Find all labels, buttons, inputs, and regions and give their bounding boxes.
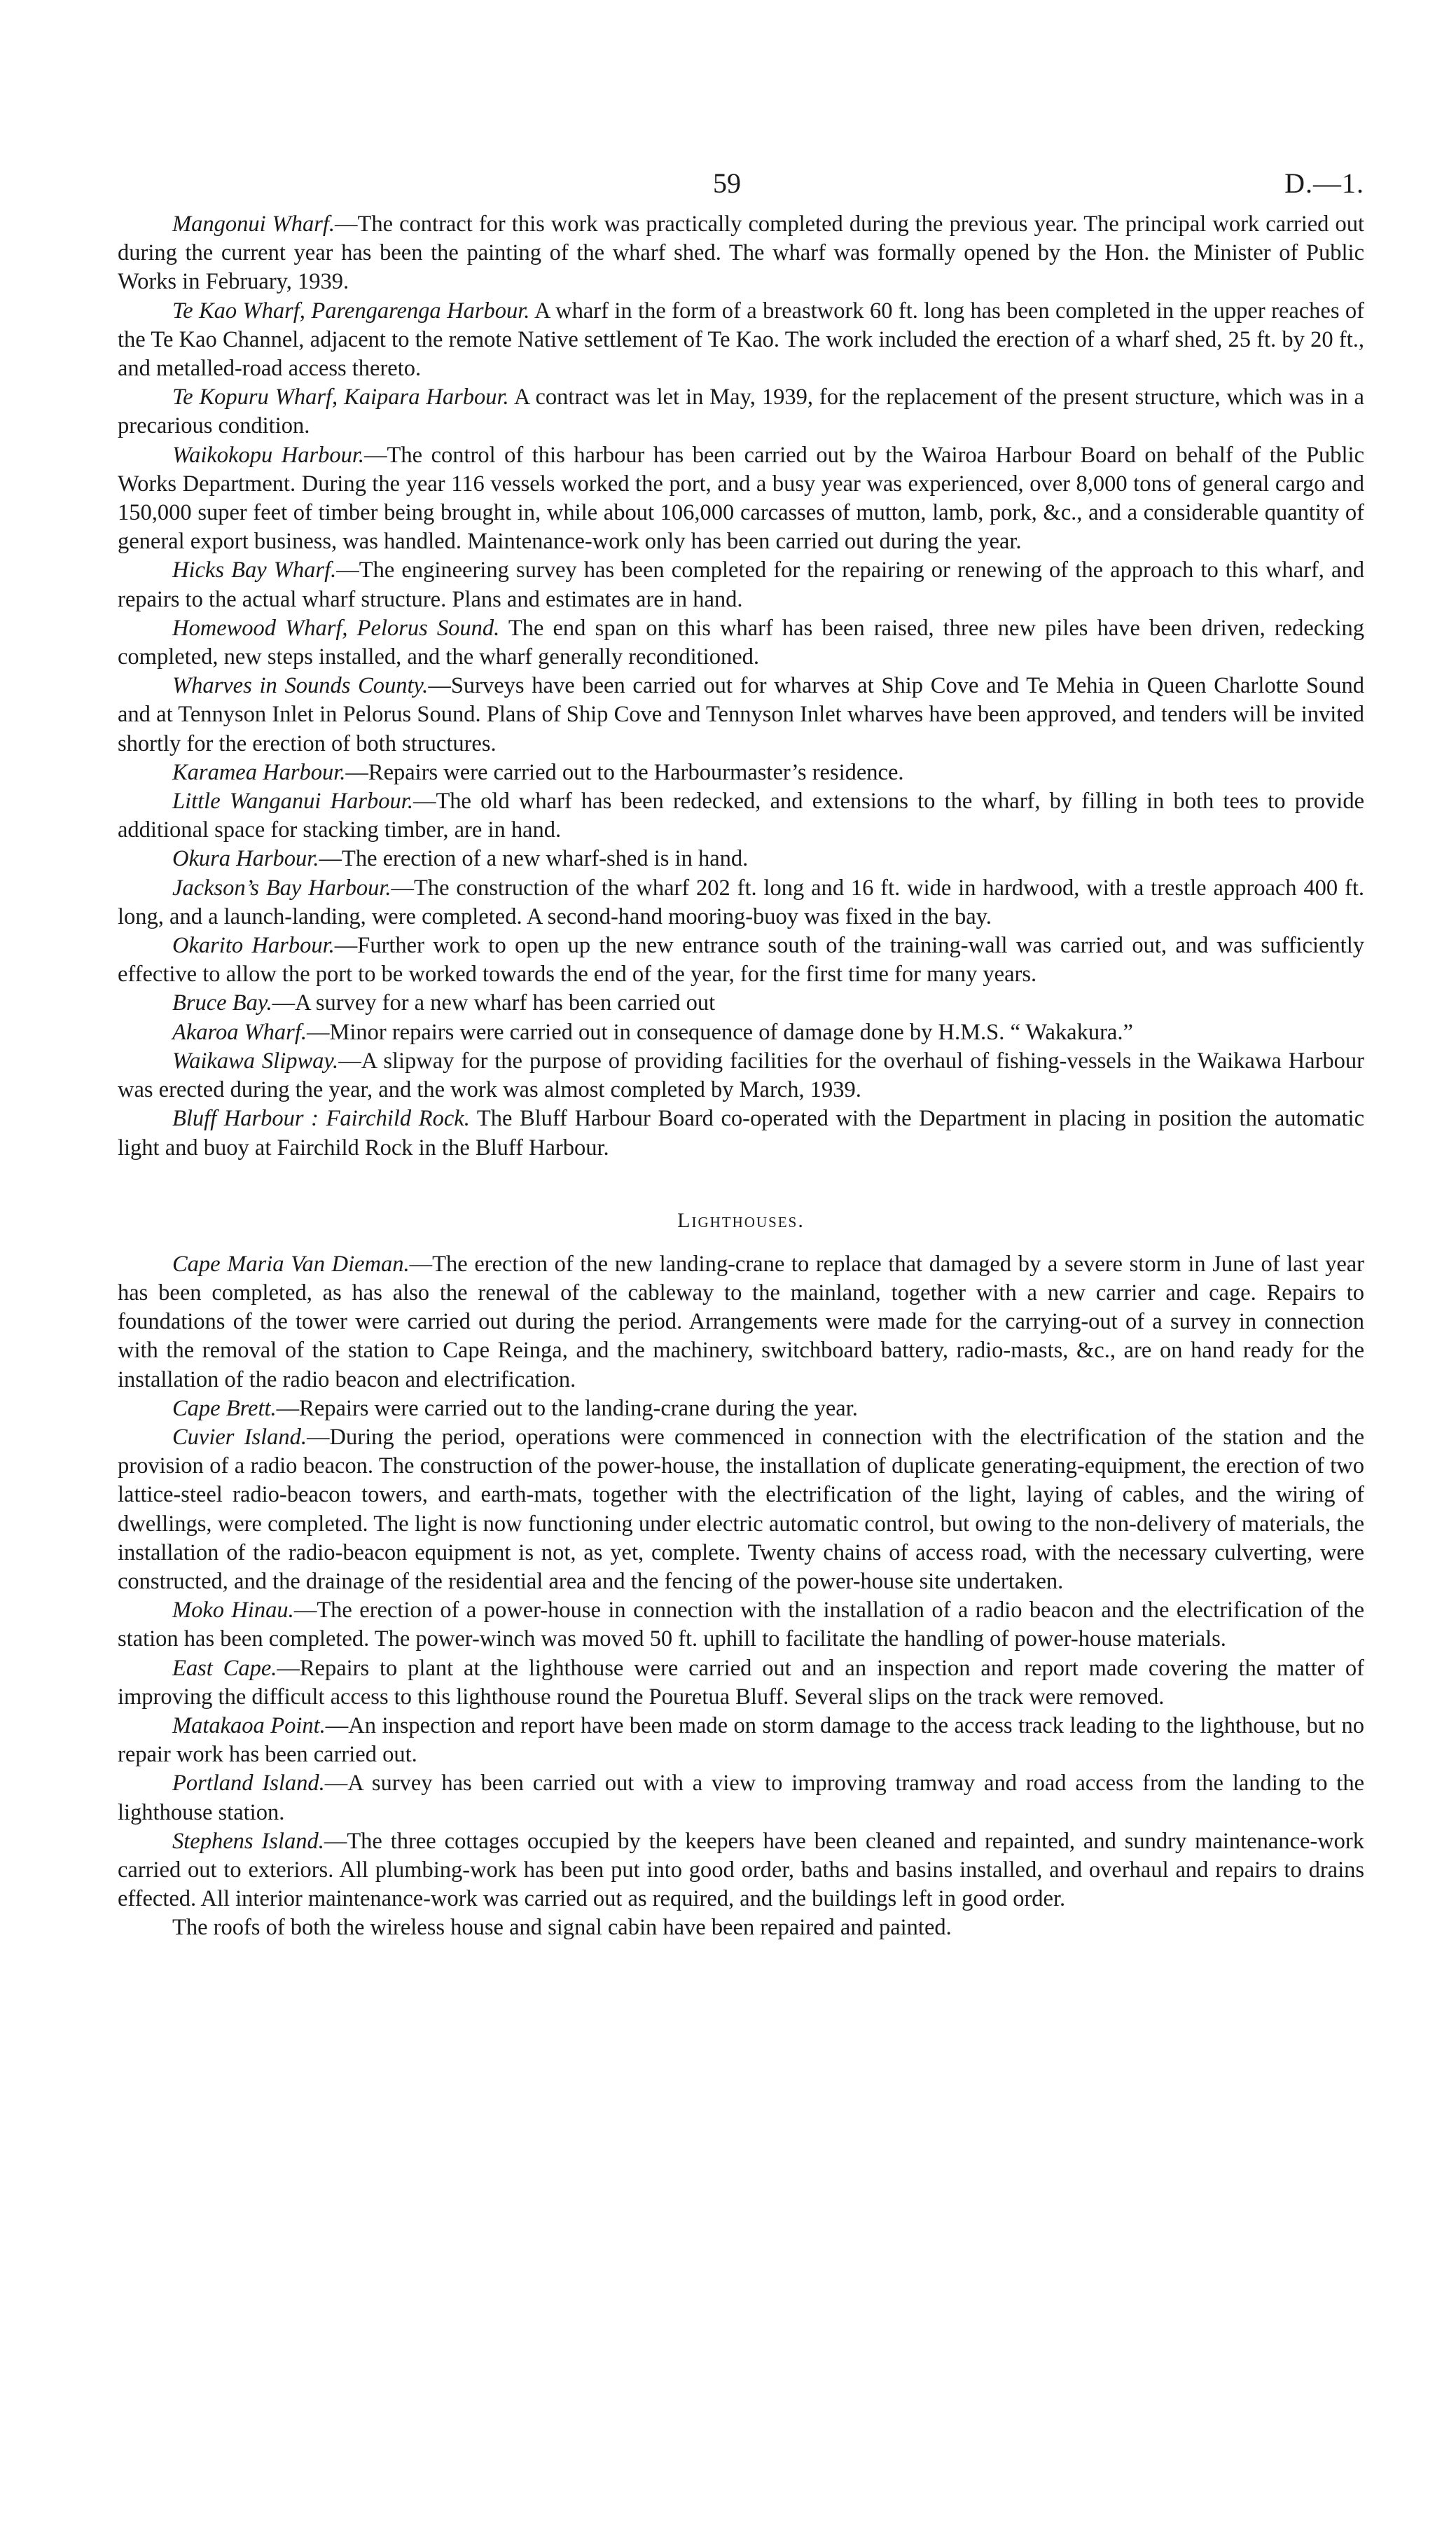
wharves-section: [118, 210, 1364, 1163]
paragraph-title: Akaroa Wharf.: [172, 1019, 307, 1045]
paragraph-okarito-harbour: Okarito Harbour.—Further work to open up the new entrance south of the training-wall was carried out, and was sufficiently effective to allow the port to be worked towards the end of the year, for the first time for many years.: [118, 933, 1364, 988]
paragraph-title: Waikawa Slipway.: [172, 1048, 339, 1074]
paragraph-text: Further work to open up the new entrance south of the training-wall was carried out, and was sufficiently effective to allow the port to be worked towards the end of the year, for the first time for many years.: [118, 933, 1364, 988]
paragraph-title: Te Kao Wharf, Parengarenga Harbour.: [172, 298, 530, 324]
lighthouses-section: [118, 1206, 1364, 1943]
paragraph-title: Bruce Bay.: [172, 990, 272, 1016]
paragraph-cape-maria-van-dieman: Cape Maria Van Dieman.—The erection of the new landing-crane to replace that damaged by a severe storm in June of last year has been completed, as has also the renewal of the cableway to the mainland, together with a new carrier and cage. Repairs to foundations of the tower were carried out during the period. Arrangements were made for the carrying-out of a survey in connection with the removal of the station to Cape Reinga, and the machinery, switchboard battery, radio-masts, &c., are on hand ready for the installation of the radio beacon and electrification.: [118, 1251, 1364, 1392]
paragraph-cuvier-island: Cuvier Island.—During the period, operations were commenced in connection with the electrification of the station and the provision of a radio beacon. The construction of the power-house, the installation of duplicate generating-equipment, the erection of two lattice-steel radio-beacon towers, and earth-mats, together with the electrification of the light, laying of cables, and the wiring of dwellings, were completed. The light is now functioning under electric automatic control, but owing to the non-delivery of materials, the installation of the radio-beacon equipment is not, as yet, complete. Twenty chains of access road, with the necessary culverting, were constructed, and the drainage of the residential area and the fencing of the power-house site undertaken.: [118, 1424, 1364, 1594]
paragraph-portland-island: Portland Island.—A survey has been carried out with a view to improving tramway and road access from the landing to the lighthouse station.: [118, 1771, 1365, 1825]
paragraph-text: The three cottages occupied by the keepers have been cleaned and repainted, and sundry maintenance-work carried out to exteriors. All plumbing-work has been put into good order, baths and basins installed, and overhaul and repairs to drains effected. All interior maintenance-work was carried out as required, and the buildings left in good order.: [118, 1828, 1364, 1912]
paragraph-title: Little Wanganui Harbour.: [172, 789, 413, 815]
paragraph-title: Okura Harbour.: [172, 846, 319, 872]
paragraph-stephens-island: Stephens Island.—The three cottages occupied by the keepers have been cleaned and repainted, and sundry maintenance-work carried out to exteriors. All plumbing-work has been put into good order, baths and basins installed, and overhaul and repairs to drains effected. All interior maintenance-work was carried out as required, and the buildings left in good order.: [118, 1828, 1364, 1912]
paragraph-text: An inspection and report have been made on storm damage to the access track leading to the lighthouse, but no repair work has been carried out.: [118, 1712, 1364, 1768]
paragraph-te-kao-wharf: [118, 297, 1364, 384]
paragraph-text: The Bluff Harbour Board co-operated with the Department in placing in position the automatic light and buoy at Fairchild Rock in the Bluff Harbour.: [118, 1106, 1364, 1161]
paragraph-waikawa-slipway: Waikawa Slipway.—A slipway for the purpose of providing facilities for the overhaul of fishing-vessels in the Waikawa Harbour was erected during the year, and the work was almost completed by March, 1939.: [118, 1048, 1364, 1103]
paragraph-text: The erection of a power-house in connection with the installation of a radio beacon and the electrification of the station has been completed. The power-winch was moved 50 ft. uphill to facilitate the handling of power-house materials.: [118, 1598, 1364, 1652]
paragraph-title: Cape Brett.: [172, 1395, 277, 1421]
document-page: [118, 0, 1364, 1943]
section-heading-lighthouses: Lighthouses.: [677, 1208, 805, 1232]
paragraph-title: Jackson’s Bay Harbour.: [172, 875, 391, 901]
paragraph-text: The engineering survey has been completed for the repairing or renewing of the approach to this wharf, and repairs to the actual wharf structure. Plans and estimates are in hand.: [118, 558, 1364, 612]
paragraph-mangonui-wharf: Mangonui Wharf.—The contract for this work was practically completed during the previous year. The principal work carried out during the current year has been the painting of the wharf shed. The wharf was formally opened by the Hon. the Minister of Public Works in February, 1939.: [118, 212, 1365, 295]
paragraph-title: Waikokopu Harbour.: [172, 442, 365, 468]
paragraph-text: Minor repairs were carried out in consequence of damage done by H.M.S. “ Wakakura.”: [329, 1019, 1133, 1045]
paragraph-text: The construction of the wharf 202 ft. long and 16 ft. wide in hardwood, with a trestle approach 400 ft. long, and a launch-landing, were completed. A second-hand mooring-buoy was fixed in the bay.: [118, 875, 1364, 929]
paragraph-jacksons-bay-harbour: Jackson’s Bay Harbour.—The construction of the wharf 202 ft. long and 16 ft. wide in hardwood, with a trestle approach 400 ft. long, and a launch-landing, were completed. A second-hand mooring-buoy was fixed in the bay.: [118, 875, 1364, 929]
paragraph-homewood-wharf: [118, 614, 1364, 672]
page-number: 59: [713, 167, 741, 199]
paragraph-bluff-harbour: [118, 1105, 1364, 1162]
paragraph-little-wanganui-harbour: Little Wanganui Harbour.—The old wharf has been redecked, and extensions to the wharf, by filling in both tees to provide additional space for stacking timber, are in hand.: [118, 789, 1364, 843]
paragraph-text: Repairs were carried out to the Harbourmaster’s residence.: [368, 759, 904, 785]
paragraph-title: Matakaoa Point.: [172, 1712, 326, 1738]
paragraph-title: Cape Maria Van Dieman.: [172, 1251, 410, 1277]
page-header: [118, 0, 1364, 210]
paragraph-title: Bluff Harbour : Fairchild Rock.: [172, 1106, 470, 1132]
paragraph-text: A wharf in the form of a breastwork 60 ft. long has been completed in the upper reaches of the Te Kao Channel, adjacent to the remote Native settlement of Te Kao. The work included the erection of a wharf shed, 25 ft. by 20 ft., and metalled-road access thereto.: [118, 298, 1364, 382]
paragraph-sounds-county-wharves: Wharves in Sounds County.—Surveys have been carried out for wharves at Ship Cove and Te Mehia in Queen Charlotte Sound and at Tennyson Inlet in Pelorus Sound. Plans of Ship Cove and Tennyson Inlet wharves have been approved, and tenders will be invited shortly for the erection of both structures.: [118, 673, 1364, 756]
paragraph-east-cape: East Cape.—Repairs to plant at the lighthouse were carried out and an inspection and report made covering the matter of improving the difficult access to this lighthouse round the Pouretua Bluff. Several slips on the track were removed.: [118, 1655, 1364, 1710]
section-gap: [118, 1163, 1364, 1206]
paragraph-title: Cuvier Island.: [172, 1424, 307, 1450]
paragraph-text: The erection of the new landing-crane to replace that damaged by a severe storm in June of last year has been completed, as has also the renewal of the cableway to the mainland, together with a new carrier and cage. Repairs to foundations of the tower were carried out during the period. Arrangements were made for the carrying-out of a survey in connection with the removal of the station to Cape Reinga, and the machinery, switchboard battery, radio-masts, &c., are on hand ready for the installation of the radio beacon and electrification.: [118, 1251, 1364, 1392]
paragraph-title: Mangonui Wharf.: [172, 212, 335, 237]
paragraph-okura-harbour: Okura Harbour.—The erection of a new wharf-shed is in hand.: [172, 846, 749, 872]
paragraph-title: Hicks Bay Wharf.: [172, 558, 337, 583]
paragraph-text: Repairs were carried out to the landing-crane during the year.: [299, 1395, 858, 1421]
report-reference: D.—1.: [1284, 167, 1364, 199]
paragraph-text: Surveys have been carried out for wharves at Ship Cove and Te Mehia in Queen Charlotte Sound and at Tennyson Inlet in Pelorus Sound. Plans of Ship Cove and Tennyson Inlet wharves have been approved, and tenders will be invited shortly for the erection of both structures.: [118, 673, 1364, 756]
paragraph-text: A survey for a new wharf has been carried out: [295, 990, 716, 1016]
paragraph-text: The old wharf has been redecked, and extensions to the wharf, by filling in both tees to provide additional space for stacking timber, are in hand.: [118, 789, 1364, 843]
paragraph-bruce-bay: Bruce Bay.—A survey for a new wharf has been carried out: [172, 990, 716, 1016]
paragraph-karamea-harbour: Karamea Harbour.—Repairs were carried out to the Harbourmaster’s residence.: [172, 759, 904, 785]
paragraph-text: The erection of a new wharf-shed is in hand.: [341, 846, 749, 872]
paragraph-closing: The roofs of both the wireless house and signal cabin have been repaired and painted.: [172, 1915, 952, 1941]
paragraph-te-kopuru-wharf: [118, 383, 1364, 441]
paragraph-waikokopu-harbour: Waikokopu Harbour.—The control of this harbour has been carried out by the Wairoa Harbour Board on behalf of the Public Works Department. During the year 116 vessels worked the port, and a busy year was experienced, over 8,000 tons of general cargo and 150,000 super feet of timber being brought in, while about 106,000 carcasses of mutton, lamb, pork, &c., and a considerable quantity of general export business, was handled. Maintenance-work only has been carried out during the year.: [118, 442, 1365, 555]
paragraph-text: A survey has been carried out with a view to improving tramway and road access from the landing to the lighthouse station.: [118, 1771, 1365, 1825]
paragraph-text: The control of this harbour has been carried out by the Wairoa Harbour Board on behalf of the Public Works Department. During the year 116 vessels worked the port, and a busy year was experienced, over 8,000 tons of general cargo and 150,000 super feet of timber being brought in, while about 106,000 carcasses of mutton, lamb, pork, &c., and a considerable quantity of general export business, was handled. Maintenance-work only has been carried out during the year.: [118, 442, 1365, 555]
paragraph-akaroa-wharf: Akaroa Wharf.—Minor repairs were carried out in consequence of damage done by H.M.S. “ Wakakura.”: [172, 1019, 1133, 1045]
paragraph-text: Repairs to plant at the lighthouse were carried out and an inspection and report made covering the matter of improving the difficult access to this lighthouse round the Pouretua Bluff. Several slips on the track were removed.: [118, 1655, 1364, 1710]
paragraph-hicks-bay-wharf: Hicks Bay Wharf.—The engineering survey has been completed for the repairing or renewing of the approach to this wharf, and repairs to the actual wharf structure. Plans and estimates are in hand.: [118, 558, 1364, 612]
paragraph-cape-brett: Cape Brett.—Repairs were carried out to the landing-crane during the year.: [172, 1395, 858, 1421]
paragraph-title: Wharves in Sounds County.: [172, 673, 429, 699]
paragraph-text: The end span on this wharf has been raised, three new piles have been driven, redecking completed, new steps installed, and the wharf generally reconditioned.: [118, 615, 1364, 670]
paragraph-text: A contract was let in May, 1939, for the replacement of the present structure, which was in a precarious condition.: [118, 385, 1364, 439]
paragraph-title: Portland Island.: [172, 1771, 325, 1796]
paragraph-title: Okarito Harbour.: [172, 933, 335, 959]
paragraph-title: Homewood Wharf, Pelorus Sound.: [172, 615, 500, 641]
paragraph-text: The contract for this work was practically completed during the previous year. The principal work carried out during the current year has been the painting of the wharf shed. The wharf was formally opened by the Hon. the Minister of Public Works in February, 1939.: [118, 212, 1365, 295]
paragraph-title: Moko Hinau.: [172, 1598, 294, 1623]
paragraph-text: During the period, operations were commenced in connection with the electrification of the station and the provision of a radio beacon. The construction of the power-house, the installation of duplicate generating-equipment, the erection of two lattice-steel radio-beacon towers, and earth-mats, together with the electrification of the light, laying of cables, and the wiring of dwellings, were completed. The light is now functioning under electric automatic control, but owing to the non-delivery of materials, the installation of the radio-beacon equipment is not, as yet, complete. Twenty chains of access road, with the necessary culverting, were constructed, and the drainage of the residential area and the fencing of the power-house site undertaken.: [118, 1424, 1364, 1594]
paragraph-title: East Cape.: [172, 1655, 277, 1681]
paragraph-title: Karamea Harbour.: [172, 759, 346, 785]
paragraph-moko-hinau: Moko Hinau.—The erection of a power-house in connection with the installation of a radio beacon and the electrification of the station has been completed. The power-winch was moved 50 ft. uphill to facilitate the handling of power-house materials.: [118, 1598, 1364, 1652]
paragraph-matakaoa-point: Matakaoa Point.—An inspection and report have been made on storm damage to the access track leading to the lighthouse, but no repair work has been carried out.: [118, 1712, 1364, 1768]
paragraph-title: Te Kopuru Wharf, Kaipara Harbour.: [172, 385, 509, 410]
paragraph-title: Stephens Island.: [172, 1828, 324, 1854]
paragraph-text: A slipway for the purpose of providing facilities for the overhaul of fishing-vessels in the Waikawa Harbour was erected during the year, and the work was almost completed by March, 1939.: [118, 1048, 1364, 1103]
